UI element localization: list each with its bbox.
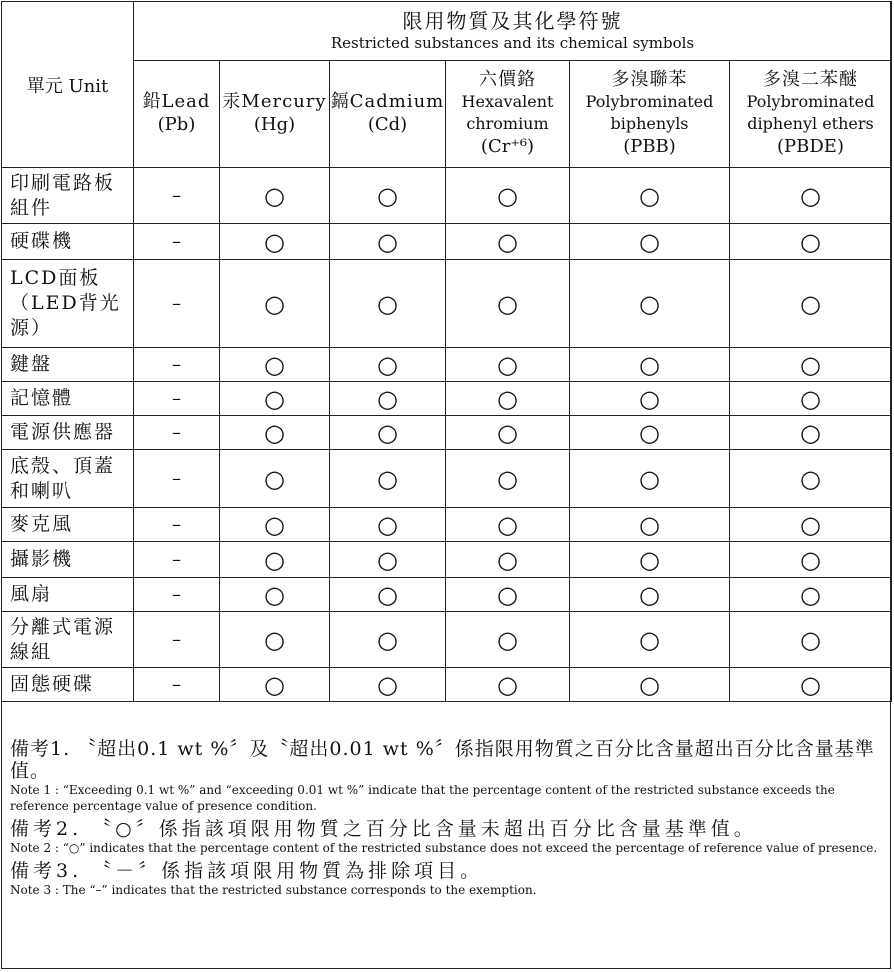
col-pbde [730,61,892,168]
circle-mark: ○ [730,668,892,702]
row-unit-label: 底殼、頂蓋和喇叭 [2,450,134,508]
table-row [2,416,892,450]
note2-zh: 備考2. 〝○〞係指該項限用物質之百分比含量未超出百分比含量基準值。 [10,818,757,840]
circle-mark: ○ [330,382,446,416]
table-row [2,542,892,578]
circle-mark: ○ [330,542,446,578]
col-cadmium-symbol: (Cd) [367,114,408,135]
dash-mark: – [134,260,220,348]
note3-en: Note 3 : The “–” indicates that the restricted substance corresponds to the exemption. [10,883,537,897]
circle-mark: ○ [330,416,446,450]
col-chromium-name-zh: 六價鉻 [479,69,536,90]
circle-mark: ○ [570,508,730,542]
row-unit-label: 記憶體 [2,382,134,416]
circle-mark: ○ [446,260,570,348]
col-lead-name: 鉛Lead [142,91,211,112]
col-mercury [220,61,330,168]
dash-mark: – [134,416,220,450]
col-cadmium-name: 鎘Cadmium [330,91,445,112]
circle-mark: ○ [446,578,570,612]
row-unit-label: LCD面板（LED背光源） [2,260,134,348]
circle-mark: ○ [446,382,570,416]
circle-mark: ○ [220,348,330,382]
table-row [2,382,892,416]
circle-mark: ○ [570,168,730,224]
circle-mark: ○ [730,508,892,542]
table-row [2,224,892,260]
dash-mark: – [134,450,220,508]
note1-en: Note 1 : “Exceeding 0.1 wt %” and “exceeding 0.01 wt %” indicate that the percentage content of the restricted substance exceeds the reference percentage value of presence condition. [10,783,835,813]
table-row [2,348,892,382]
circle-mark: ○ [446,348,570,382]
circle-mark: ○ [220,416,330,450]
circle-mark: ○ [330,224,446,260]
circle-mark: ○ [570,450,730,508]
dash-mark: – [134,224,220,260]
restricted-substances-table [1,1,892,702]
row-unit-label: 麥克風 [2,508,134,542]
note2-en: Note 2 : “○” indicates that the percentage content of the restricted substance does not exceed the percentage of reference value of presence. [10,841,878,855]
circle-mark: ○ [446,450,570,508]
dash-mark: – [134,612,220,668]
circle-mark: ○ [446,168,570,224]
circle-mark: ○ [730,168,892,224]
circle-mark: ○ [330,168,446,224]
dash-mark: – [134,578,220,612]
circle-mark: ○ [570,224,730,260]
unit-header: 單元 Unit [2,2,134,168]
circle-mark: ○ [570,542,730,578]
circle-mark: ○ [730,416,892,450]
row-unit-label: 分離式電源線組 [2,612,134,668]
row-unit-label: 固態硬碟 [2,668,134,702]
col-hexavalent-chromium [446,61,570,168]
col-lead [134,61,220,168]
circle-mark: ○ [570,348,730,382]
circle-mark: ○ [330,450,446,508]
circle-mark: ○ [570,416,730,450]
circle-mark: ○ [446,508,570,542]
col-pbb-name-en1: Polybrominated [585,92,714,111]
circle-mark: ○ [446,612,570,668]
col-mercury-symbol: (Hg) [253,114,296,135]
col-pbb-name-en2: biphenyls [610,114,689,133]
dash-mark: – [134,382,220,416]
circle-mark: ○ [730,450,892,508]
dash-mark: – [134,508,220,542]
circle-mark: ○ [730,348,892,382]
circle-mark: ○ [220,260,330,348]
circle-mark: ○ [330,578,446,612]
circle-mark: ○ [330,612,446,668]
note1-zh: 備考1. 〝超出0.1 wt %〞及〝超出0.01 wt %〞係指限用物質之百分比含量超出百分比含量基準值。 [10,738,875,782]
circle-mark: ○ [220,382,330,416]
circle-mark: ○ [570,668,730,702]
circle-mark: ○ [220,668,330,702]
circle-mark: ○ [570,382,730,416]
circle-mark: ○ [446,224,570,260]
circle-mark: ○ [446,542,570,578]
circle-mark: ○ [330,260,446,348]
circle-mark: ○ [330,348,446,382]
circle-mark: ○ [220,168,330,224]
col-chromium-name-en1: Hexavalent [461,92,554,111]
note3-zh: 備考3. 〝－〞係指該項限用物質為排除項目。 [10,860,484,882]
col-pbb-symbol: (PBB) [623,136,676,157]
circle-mark: ○ [730,542,892,578]
table-row [2,668,892,702]
row-unit-label: 印刷電路板組件 [2,168,134,224]
col-chromium-name-en2: chromium [466,114,549,133]
circle-mark: ○ [730,260,892,348]
circle-mark: ○ [220,578,330,612]
col-lead-symbol: (Pb) [157,114,196,135]
table-row [2,260,892,348]
col-pbde-name-zh: 多溴二苯醚 [763,69,858,90]
col-pbb [570,61,730,168]
table-row [2,612,892,668]
col-pbde-name-en2: diphenyl ethers [747,114,874,133]
table-body [2,168,892,702]
row-unit-label: 鍵盤 [2,348,134,382]
dash-mark: – [134,668,220,702]
row-unit-label: 電源供應器 [2,416,134,450]
circle-mark: ○ [570,260,730,348]
table-row [2,450,892,508]
circle-mark: ○ [220,508,330,542]
col-chromium-symbol: (Cr⁺⁶) [480,136,535,157]
dash-mark: – [134,348,220,382]
dash-mark: – [134,168,220,224]
table-row [2,508,892,542]
circle-mark: ○ [220,542,330,578]
substances-header [134,2,892,61]
circle-mark: ○ [446,416,570,450]
substances-title-en: Restricted substances and its chemical symbols [330,34,695,52]
circle-mark: ○ [446,668,570,702]
col-pbde-name-en1: Polybrominated [746,92,875,111]
circle-mark: ○ [730,224,892,260]
dash-mark: – [134,542,220,578]
row-unit-label: 硬碟機 [2,224,134,260]
circle-mark: ○ [570,578,730,612]
row-unit-label: 攝影機 [2,542,134,578]
circle-mark: ○ [730,612,892,668]
circle-mark: ○ [570,612,730,668]
circle-mark: ○ [730,578,892,612]
col-pbde-symbol: (PBDE) [777,136,844,157]
circle-mark: ○ [220,612,330,668]
circle-mark: ○ [220,450,330,508]
notes-section [10,738,880,902]
col-pbb-name-zh: 多溴聯苯 [611,69,688,90]
row-unit-label: 風扇 [2,578,134,612]
col-cadmium [330,61,446,168]
table-row [2,168,892,224]
substances-title-zh: 限用物質及其化學符號 [402,9,623,33]
circle-mark: ○ [220,224,330,260]
col-mercury-name: 汞Mercury [222,91,327,112]
circle-mark: ○ [330,508,446,542]
table-row [2,578,892,612]
circle-mark: ○ [330,668,446,702]
circle-mark: ○ [730,382,892,416]
